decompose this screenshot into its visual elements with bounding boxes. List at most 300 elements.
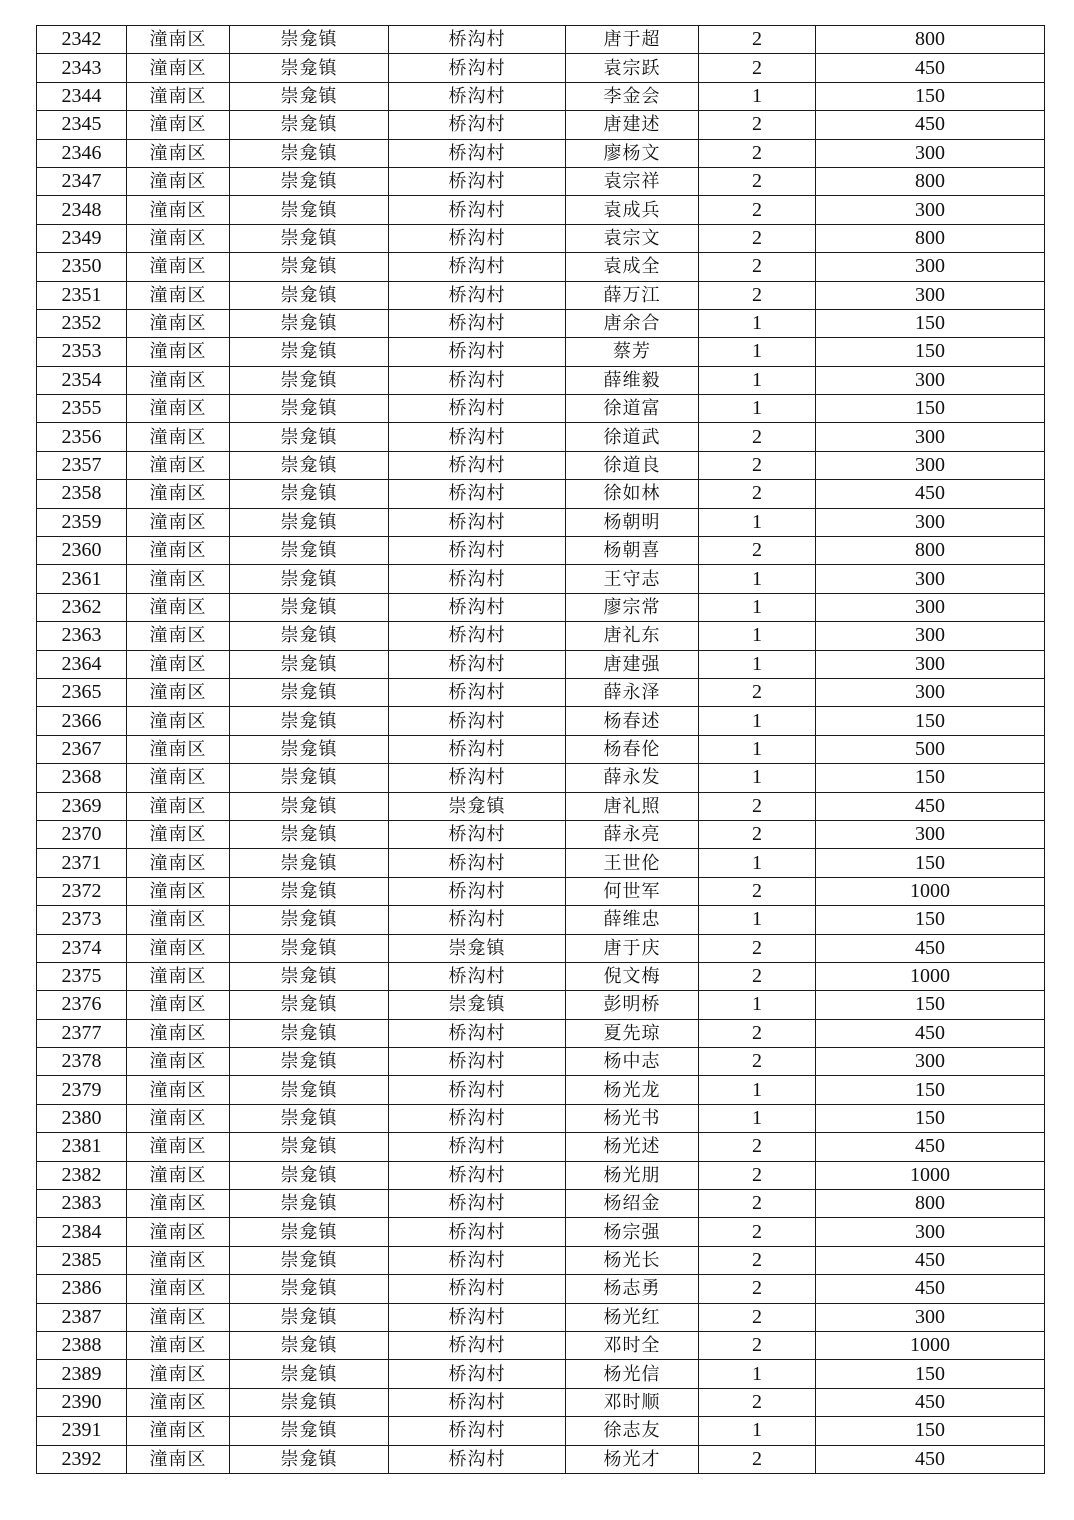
count-cell: 2: [699, 196, 816, 224]
town-cell: 崇龛镇: [230, 281, 389, 309]
row-number-cell: 2384: [37, 1218, 127, 1246]
row-number-cell: 2382: [37, 1161, 127, 1189]
row-number-cell: 2355: [37, 395, 127, 423]
count-cell: 1: [699, 338, 816, 366]
amount-cell: 300: [816, 593, 1045, 621]
count-cell: 2: [699, 1246, 816, 1274]
district-cell: 潼南区: [127, 167, 230, 195]
table-row: [37, 395, 1045, 423]
district-cell: 潼南区: [127, 565, 230, 593]
table-row: [37, 565, 1045, 593]
amount-cell: 300: [816, 281, 1045, 309]
table-row: [37, 167, 1045, 195]
name-cell: 夏先琼: [566, 1019, 699, 1047]
count-cell: 2: [699, 1190, 816, 1218]
table-row: [37, 1190, 1045, 1218]
row-number-cell: 2354: [37, 366, 127, 394]
name-cell: 袁宗祥: [566, 167, 699, 195]
row-number-cell: 2376: [37, 991, 127, 1019]
village-cell: 桥沟村: [389, 54, 566, 82]
district-cell: 潼南区: [127, 1076, 230, 1104]
village-cell: 桥沟村: [389, 1388, 566, 1416]
count-cell: 2: [699, 1445, 816, 1473]
town-cell: 崇龛镇: [230, 1445, 389, 1473]
village-cell: 桥沟村: [389, 253, 566, 281]
village-cell: 桥沟村: [389, 1246, 566, 1274]
village-cell: 桥沟村: [389, 26, 566, 54]
name-cell: 唐建强: [566, 650, 699, 678]
name-cell: 杨光龙: [566, 1076, 699, 1104]
count-cell: 1: [699, 849, 816, 877]
amount-cell: 800: [816, 26, 1045, 54]
district-cell: 潼南区: [127, 1048, 230, 1076]
table-row: [37, 508, 1045, 536]
row-number-cell: 2342: [37, 26, 127, 54]
row-number-cell: 2389: [37, 1360, 127, 1388]
name-cell: 蔡芳: [566, 338, 699, 366]
table-row: [37, 906, 1045, 934]
town-cell: 崇龛镇: [230, 565, 389, 593]
row-number-cell: 2381: [37, 1133, 127, 1161]
village-cell: 桥沟村: [389, 1445, 566, 1473]
table-row: [37, 678, 1045, 706]
row-number-cell: 2390: [37, 1388, 127, 1416]
row-number-cell: 2346: [37, 139, 127, 167]
count-cell: 1: [699, 764, 816, 792]
row-number-cell: 2388: [37, 1331, 127, 1359]
name-cell: 杨光朋: [566, 1161, 699, 1189]
district-cell: 潼南区: [127, 253, 230, 281]
amount-cell: 1000: [816, 1161, 1045, 1189]
row-number-cell: 2353: [37, 338, 127, 366]
district-cell: 潼南区: [127, 395, 230, 423]
name-cell: 袁宗跃: [566, 54, 699, 82]
count-cell: 1: [699, 366, 816, 394]
name-cell: 邓时顺: [566, 1388, 699, 1416]
amount-cell: 150: [816, 309, 1045, 337]
district-cell: 潼南区: [127, 480, 230, 508]
town-cell: 崇龛镇: [230, 508, 389, 536]
village-cell: 桥沟村: [389, 281, 566, 309]
amount-cell: 300: [816, 1048, 1045, 1076]
count-cell: 1: [699, 1076, 816, 1104]
amount-cell: 1000: [816, 1331, 1045, 1359]
row-number-cell: 2352: [37, 309, 127, 337]
table-row: [37, 82, 1045, 110]
document-page: [36, 25, 1044, 1474]
district-cell: 潼南区: [127, 451, 230, 479]
table-row: [37, 593, 1045, 621]
count-cell: 1: [699, 309, 816, 337]
count-cell: 2: [699, 792, 816, 820]
district-cell: 潼南区: [127, 1275, 230, 1303]
amount-cell: 300: [816, 565, 1045, 593]
name-cell: 王守志: [566, 565, 699, 593]
table-row: [37, 764, 1045, 792]
district-cell: 潼南区: [127, 849, 230, 877]
table-row: [37, 309, 1045, 337]
table-row: [37, 820, 1045, 848]
district-cell: 潼南区: [127, 593, 230, 621]
town-cell: 崇龛镇: [230, 253, 389, 281]
count-cell: 2: [699, 934, 816, 962]
amount-cell: 300: [816, 650, 1045, 678]
count-cell: 1: [699, 1417, 816, 1445]
count-cell: 1: [699, 82, 816, 110]
town-cell: 崇龛镇: [230, 1275, 389, 1303]
row-number-cell: 2367: [37, 735, 127, 763]
name-cell: 唐礼东: [566, 622, 699, 650]
amount-cell: 450: [816, 1019, 1045, 1047]
count-cell: 2: [699, 167, 816, 195]
village-cell: 桥沟村: [389, 1275, 566, 1303]
name-cell: 杨光信: [566, 1360, 699, 1388]
amount-cell: 800: [816, 537, 1045, 565]
amount-cell: 150: [816, 1104, 1045, 1132]
count-cell: 2: [699, 1331, 816, 1359]
town-cell: 崇龛镇: [230, 820, 389, 848]
district-cell: 潼南区: [127, 366, 230, 394]
row-number-cell: 2385: [37, 1246, 127, 1274]
count-cell: 2: [699, 1303, 816, 1331]
amount-cell: 300: [816, 622, 1045, 650]
amount-cell: 450: [816, 1388, 1045, 1416]
table-row: [37, 1275, 1045, 1303]
count-cell: 1: [699, 991, 816, 1019]
name-cell: 杨春伦: [566, 735, 699, 763]
village-cell: 桥沟村: [389, 1133, 566, 1161]
row-number-cell: 2344: [37, 82, 127, 110]
town-cell: 崇龛镇: [230, 735, 389, 763]
town-cell: 崇龛镇: [230, 451, 389, 479]
town-cell: 崇龛镇: [230, 54, 389, 82]
amount-cell: 800: [816, 1190, 1045, 1218]
count-cell: 2: [699, 253, 816, 281]
amount-cell: 150: [816, 1417, 1045, 1445]
town-cell: 崇龛镇: [230, 622, 389, 650]
count-cell: 1: [699, 565, 816, 593]
name-cell: 杨朝明: [566, 508, 699, 536]
amount-cell: 1000: [816, 962, 1045, 990]
town-cell: 崇龛镇: [230, 309, 389, 337]
table-row: [37, 622, 1045, 650]
count-cell: 2: [699, 1388, 816, 1416]
district-cell: 潼南区: [127, 537, 230, 565]
table-row: [37, 707, 1045, 735]
name-cell: 杨光书: [566, 1104, 699, 1132]
town-cell: 崇龛镇: [230, 1076, 389, 1104]
town-cell: 崇龛镇: [230, 1133, 389, 1161]
village-cell: 桥沟村: [389, 962, 566, 990]
town-cell: 崇龛镇: [230, 1417, 389, 1445]
count-cell: 2: [699, 1048, 816, 1076]
count-cell: 2: [699, 1161, 816, 1189]
table-row: [37, 962, 1045, 990]
village-cell: 崇龛镇: [389, 792, 566, 820]
village-cell: 桥沟村: [389, 735, 566, 763]
village-cell: 桥沟村: [389, 395, 566, 423]
row-number-cell: 2369: [37, 792, 127, 820]
row-number-cell: 2379: [37, 1076, 127, 1104]
count-cell: 2: [699, 877, 816, 905]
town-cell: 崇龛镇: [230, 1360, 389, 1388]
district-cell: 潼南区: [127, 906, 230, 934]
table-row: [37, 934, 1045, 962]
district-cell: 潼南区: [127, 820, 230, 848]
district-cell: 潼南区: [127, 1104, 230, 1132]
table-row: [37, 650, 1045, 678]
row-number-cell: 2371: [37, 849, 127, 877]
district-cell: 潼南区: [127, 1331, 230, 1359]
row-number-cell: 2345: [37, 111, 127, 139]
row-number-cell: 2360: [37, 537, 127, 565]
village-cell: 桥沟村: [389, 196, 566, 224]
table-row: [37, 1360, 1045, 1388]
table-row: [37, 1104, 1045, 1132]
count-cell: 1: [699, 735, 816, 763]
row-number-cell: 2359: [37, 508, 127, 536]
row-number-cell: 2351: [37, 281, 127, 309]
name-cell: 邓时全: [566, 1331, 699, 1359]
town-cell: 崇龛镇: [230, 1218, 389, 1246]
district-cell: 潼南区: [127, 1360, 230, 1388]
name-cell: 薛维忠: [566, 906, 699, 934]
table-row: [37, 1246, 1045, 1274]
town-cell: 崇龛镇: [230, 167, 389, 195]
table-row: [37, 735, 1045, 763]
row-number-cell: 2357: [37, 451, 127, 479]
row-number-cell: 2387: [37, 1303, 127, 1331]
town-cell: 崇龛镇: [230, 707, 389, 735]
amount-cell: 300: [816, 366, 1045, 394]
town-cell: 崇龛镇: [230, 224, 389, 252]
amount-cell: 300: [816, 1303, 1045, 1331]
district-cell: 潼南区: [127, 934, 230, 962]
town-cell: 崇龛镇: [230, 395, 389, 423]
district-cell: 潼南区: [127, 962, 230, 990]
count-cell: 2: [699, 54, 816, 82]
name-cell: 杨春述: [566, 707, 699, 735]
village-cell: 桥沟村: [389, 1161, 566, 1189]
table-row: [37, 792, 1045, 820]
town-cell: 崇龛镇: [230, 792, 389, 820]
row-number-cell: 2383: [37, 1190, 127, 1218]
district-cell: 潼南区: [127, 1190, 230, 1218]
town-cell: 崇龛镇: [230, 849, 389, 877]
town-cell: 崇龛镇: [230, 423, 389, 451]
row-number-cell: 2348: [37, 196, 127, 224]
count-cell: 1: [699, 1104, 816, 1132]
district-cell: 潼南区: [127, 26, 230, 54]
amount-cell: 300: [816, 678, 1045, 706]
town-cell: 崇龛镇: [230, 139, 389, 167]
amount-cell: 150: [816, 764, 1045, 792]
table-row: [37, 1161, 1045, 1189]
village-cell: 桥沟村: [389, 1048, 566, 1076]
village-cell: 桥沟村: [389, 622, 566, 650]
table-row: [37, 537, 1045, 565]
count-cell: 2: [699, 962, 816, 990]
table-row: [37, 877, 1045, 905]
row-number-cell: 2372: [37, 877, 127, 905]
name-cell: 徐道武: [566, 423, 699, 451]
village-cell: 桥沟村: [389, 1019, 566, 1047]
town-cell: 崇龛镇: [230, 1104, 389, 1132]
name-cell: 李金会: [566, 82, 699, 110]
count-cell: 1: [699, 508, 816, 536]
count-cell: 1: [699, 650, 816, 678]
name-cell: 唐余合: [566, 309, 699, 337]
village-cell: 桥沟村: [389, 480, 566, 508]
table-row: [37, 111, 1045, 139]
village-cell: 桥沟村: [389, 82, 566, 110]
row-number-cell: 2358: [37, 480, 127, 508]
row-number-cell: 2365: [37, 678, 127, 706]
count-cell: 2: [699, 1133, 816, 1161]
count-cell: 2: [699, 1218, 816, 1246]
row-number-cell: 2378: [37, 1048, 127, 1076]
district-cell: 潼南区: [127, 1445, 230, 1473]
amount-cell: 300: [816, 196, 1045, 224]
name-cell: 薛永泽: [566, 678, 699, 706]
town-cell: 崇龛镇: [230, 764, 389, 792]
row-number-cell: 2366: [37, 707, 127, 735]
table-row: [37, 1019, 1045, 1047]
amount-cell: 150: [816, 1076, 1045, 1104]
amount-cell: 150: [816, 991, 1045, 1019]
name-cell: 杨绍金: [566, 1190, 699, 1218]
count-cell: 1: [699, 707, 816, 735]
town-cell: 崇龛镇: [230, 26, 389, 54]
town-cell: 崇龛镇: [230, 1303, 389, 1331]
amount-cell: 150: [816, 707, 1045, 735]
name-cell: 杨志勇: [566, 1275, 699, 1303]
name-cell: 唐建述: [566, 111, 699, 139]
table-row: [37, 26, 1045, 54]
village-cell: 桥沟村: [389, 820, 566, 848]
village-cell: 桥沟村: [389, 451, 566, 479]
count-cell: 1: [699, 395, 816, 423]
district-cell: 潼南区: [127, 1133, 230, 1161]
table-row: [37, 1417, 1045, 1445]
amount-cell: 150: [816, 849, 1045, 877]
village-cell: 崇龛镇: [389, 934, 566, 962]
town-cell: 崇龛镇: [230, 1246, 389, 1274]
district-cell: 潼南区: [127, 1388, 230, 1416]
village-cell: 桥沟村: [389, 1218, 566, 1246]
village-cell: 桥沟村: [389, 366, 566, 394]
district-cell: 潼南区: [127, 792, 230, 820]
district-cell: 潼南区: [127, 1303, 230, 1331]
district-cell: 潼南区: [127, 508, 230, 536]
row-number-cell: 2370: [37, 820, 127, 848]
district-cell: 潼南区: [127, 650, 230, 678]
district-cell: 潼南区: [127, 764, 230, 792]
town-cell: 崇龛镇: [230, 1331, 389, 1359]
table-row: [37, 224, 1045, 252]
count-cell: 1: [699, 1360, 816, 1388]
name-cell: 杨朝喜: [566, 537, 699, 565]
name-cell: 袁成全: [566, 253, 699, 281]
amount-cell: 800: [816, 224, 1045, 252]
village-cell: 桥沟村: [389, 309, 566, 337]
name-cell: 唐于庆: [566, 934, 699, 962]
row-number-cell: 2374: [37, 934, 127, 962]
village-cell: 桥沟村: [389, 1417, 566, 1445]
town-cell: 崇龛镇: [230, 537, 389, 565]
town-cell: 崇龛镇: [230, 650, 389, 678]
table-row: [37, 1218, 1045, 1246]
name-cell: 唐于超: [566, 26, 699, 54]
district-cell: 潼南区: [127, 111, 230, 139]
village-cell: 桥沟村: [389, 1190, 566, 1218]
table-row: [37, 366, 1045, 394]
village-cell: 桥沟村: [389, 139, 566, 167]
village-cell: 桥沟村: [389, 111, 566, 139]
row-number-cell: 2349: [37, 224, 127, 252]
count-cell: 1: [699, 906, 816, 934]
count-cell: 2: [699, 820, 816, 848]
amount-cell: 450: [816, 1445, 1045, 1473]
village-cell: 桥沟村: [389, 1104, 566, 1132]
count-cell: 2: [699, 26, 816, 54]
row-number-cell: 2356: [37, 423, 127, 451]
name-cell: 徐志友: [566, 1417, 699, 1445]
count-cell: 2: [699, 224, 816, 252]
district-cell: 潼南区: [127, 338, 230, 366]
amount-cell: 150: [816, 338, 1045, 366]
district-cell: 潼南区: [127, 281, 230, 309]
town-cell: 崇龛镇: [230, 196, 389, 224]
row-number-cell: 2391: [37, 1417, 127, 1445]
village-cell: 桥沟村: [389, 508, 566, 536]
district-cell: 潼南区: [127, 1019, 230, 1047]
count-cell: 1: [699, 622, 816, 650]
table-row: [37, 1076, 1045, 1104]
village-cell: 桥沟村: [389, 877, 566, 905]
row-number-cell: 2380: [37, 1104, 127, 1132]
village-cell: 桥沟村: [389, 167, 566, 195]
count-cell: 2: [699, 1275, 816, 1303]
table-row: [37, 451, 1045, 479]
name-cell: 杨光长: [566, 1246, 699, 1274]
village-cell: 桥沟村: [389, 650, 566, 678]
count-cell: 1: [699, 593, 816, 621]
village-cell: 桥沟村: [389, 1303, 566, 1331]
name-cell: 何世军: [566, 877, 699, 905]
district-cell: 潼南区: [127, 877, 230, 905]
town-cell: 崇龛镇: [230, 877, 389, 905]
name-cell: 薛维毅: [566, 366, 699, 394]
amount-cell: 300: [816, 820, 1045, 848]
row-number-cell: 2364: [37, 650, 127, 678]
amount-cell: 300: [816, 139, 1045, 167]
amount-cell: 800: [816, 167, 1045, 195]
village-cell: 桥沟村: [389, 593, 566, 621]
district-cell: 潼南区: [127, 196, 230, 224]
village-cell: 桥沟村: [389, 224, 566, 252]
row-number-cell: 2377: [37, 1019, 127, 1047]
count-cell: 2: [699, 139, 816, 167]
district-cell: 潼南区: [127, 707, 230, 735]
table-body: [37, 26, 1045, 1474]
district-cell: 潼南区: [127, 224, 230, 252]
name-cell: 杨宗强: [566, 1218, 699, 1246]
village-cell: 桥沟村: [389, 849, 566, 877]
village-cell: 桥沟村: [389, 764, 566, 792]
count-cell: 2: [699, 281, 816, 309]
name-cell: 袁宗文: [566, 224, 699, 252]
